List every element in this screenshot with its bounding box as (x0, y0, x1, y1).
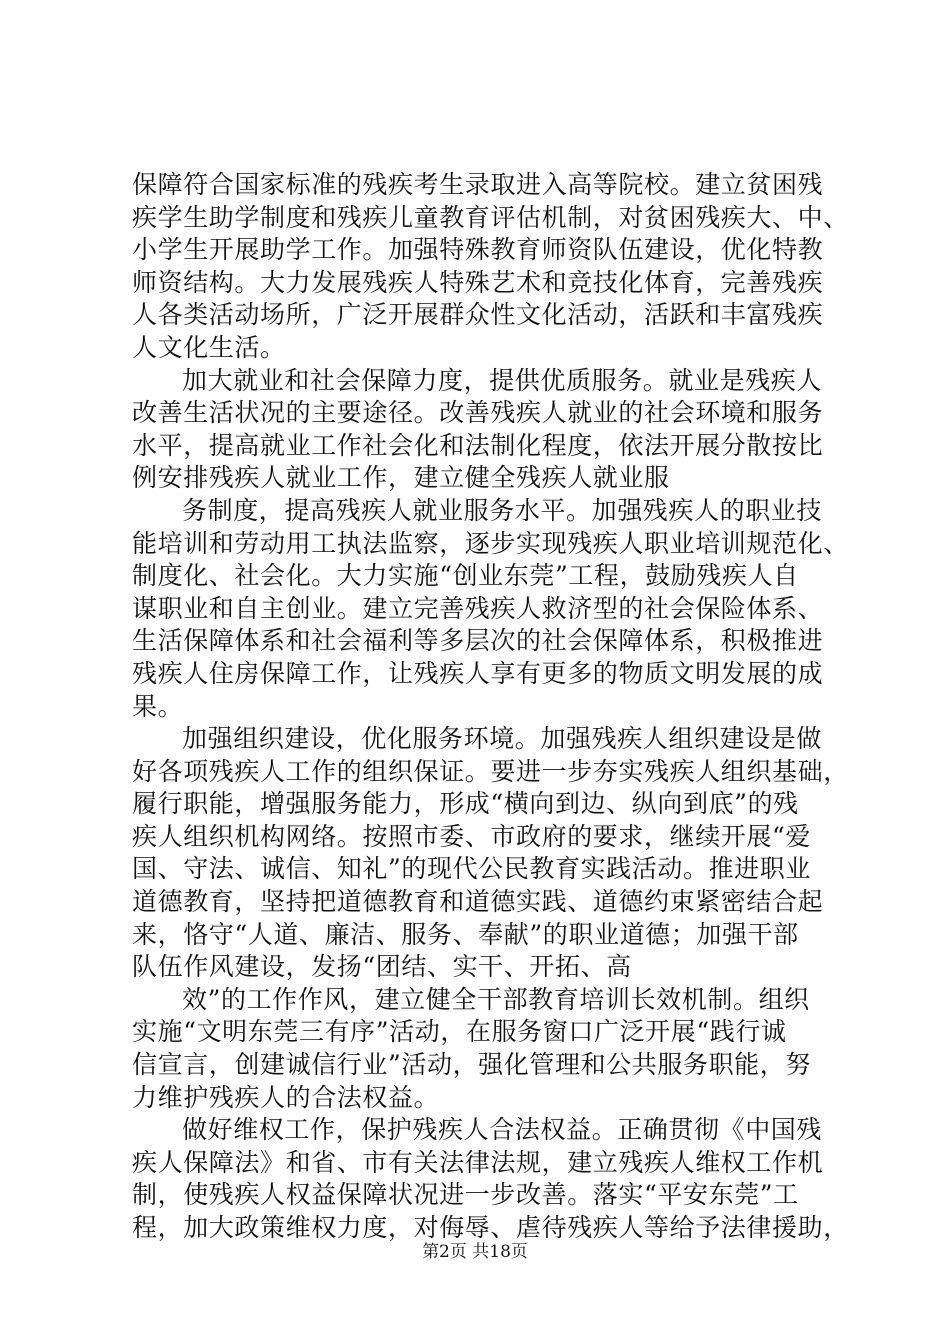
text-line: 人文化生活。 (132, 332, 286, 362)
text-line: 例安排残疾人就业工作，建立健全残疾人就业服 (132, 463, 670, 493)
text-line: 制度化、社会化。大力实施“创业东莞”工程，鼓励残疾人自 (132, 561, 799, 591)
text-line: 生活保障体系和社会福利等多层次的社会保障体系，积极推进 (132, 626, 824, 656)
text-line: 疾人组织机构网络。按照市委、市政府的要求，继续开展“爱 (132, 821, 811, 851)
text-line: 来，恪守“人道、廉洁、服务、奉献”的职业道德；加强干部 (132, 919, 799, 949)
text-line: 人各类活动场所，广泛开展群众性文化活动，活跃和丰富残疾 (132, 300, 824, 330)
text-line: 信宣言，创建诚信行业”活动，强化管理和公共服务职能，努 (132, 1050, 811, 1080)
text-line: 果。 (132, 691, 184, 721)
text-line: 好各项残疾人工作的组织保证。要进一步夯实残疾人组织基础， (132, 756, 849, 786)
paragraph-start-line: 做好维权工作，保护残疾人合法权益。正确贯彻《中国残 (182, 1115, 823, 1145)
text-line: 程，加大政策维权力度，对侮辱、虐待残疾人等给予法律援助， (132, 1213, 849, 1242)
text-line: 能培训和劳动用工执法监察，逐步实现残疾人职业培训规范化、 (132, 528, 849, 558)
text-line: 队伍作风建设，发扬“团结、实干、开拓、高 (132, 952, 632, 982)
text-line: 疾学生助学制度和残疾儿童教育评估机制，对贫困残疾大、中、 (132, 202, 849, 232)
text-line: 实施“文明东莞三有序”活动，在服务窗口广泛开展“践行诚 (132, 1017, 787, 1047)
paragraph-start-line: 加强组织建设，优化服务环境。加强残疾人组织建设是做 (182, 724, 823, 754)
text-line: 国、守法、诚信、知礼”的现代公民教育实践活动。推进职业 (132, 854, 811, 884)
text-line: 残疾人住房保障工作，让残疾人享有更多的物质文明发展的成 (132, 658, 824, 688)
text-line: 疾人保障法》和省、市有关法律法规，建立残疾人维权工作机 (132, 1147, 824, 1177)
paragraph-start-line: 务制度，提高残疾人就业服务水平。加强残疾人的职业技 (182, 495, 823, 525)
text-line: 水平，提高就业工作社会化和法制化程度，依法开展分散按比 (132, 430, 824, 460)
text-line: 谋职业和自主创业。建立完善残疾人救济型的社会保险体系、 (132, 593, 824, 623)
text-line: 制，使残疾人权益保障状况进一步改善。落实“平安东莞”工 (132, 1180, 799, 1210)
text-line: 力维护残疾人的合法权益。 (132, 1082, 440, 1112)
text-line: 道德教育，坚持把道德教育和道德实践、道德约束紧密结合起 (132, 887, 824, 917)
text-line: 师资结构。大力发展残疾人特殊艺术和竞技化体育，完善残疾 (132, 267, 824, 297)
document-body (132, 169, 849, 1245)
text-line: 履行职能，增强服务能力，形成“横向到边、纵向到底”的残 (132, 789, 799, 819)
page-number-footer: 第2页 共18页 (422, 1242, 528, 1262)
paragraph-start-line: 效”的工作作风，建立健全干部教育培训长效机制。组织 (182, 984, 810, 1014)
text-line: 改善生活状况的主要途径。改善残疾人就业的社会环境和服务 (132, 398, 824, 428)
paragraph-start-line: 加大就业和社会保障力度，提供优质服务。就业是残疾人 (182, 365, 823, 395)
text-line: 保障符合国家标准的残疾考生录取进入高等院校。建立贫困残 (132, 170, 824, 199)
text-line: 小学生开展助学工作。加强特殊教育师资队伍建设，优化特教 (132, 235, 824, 265)
